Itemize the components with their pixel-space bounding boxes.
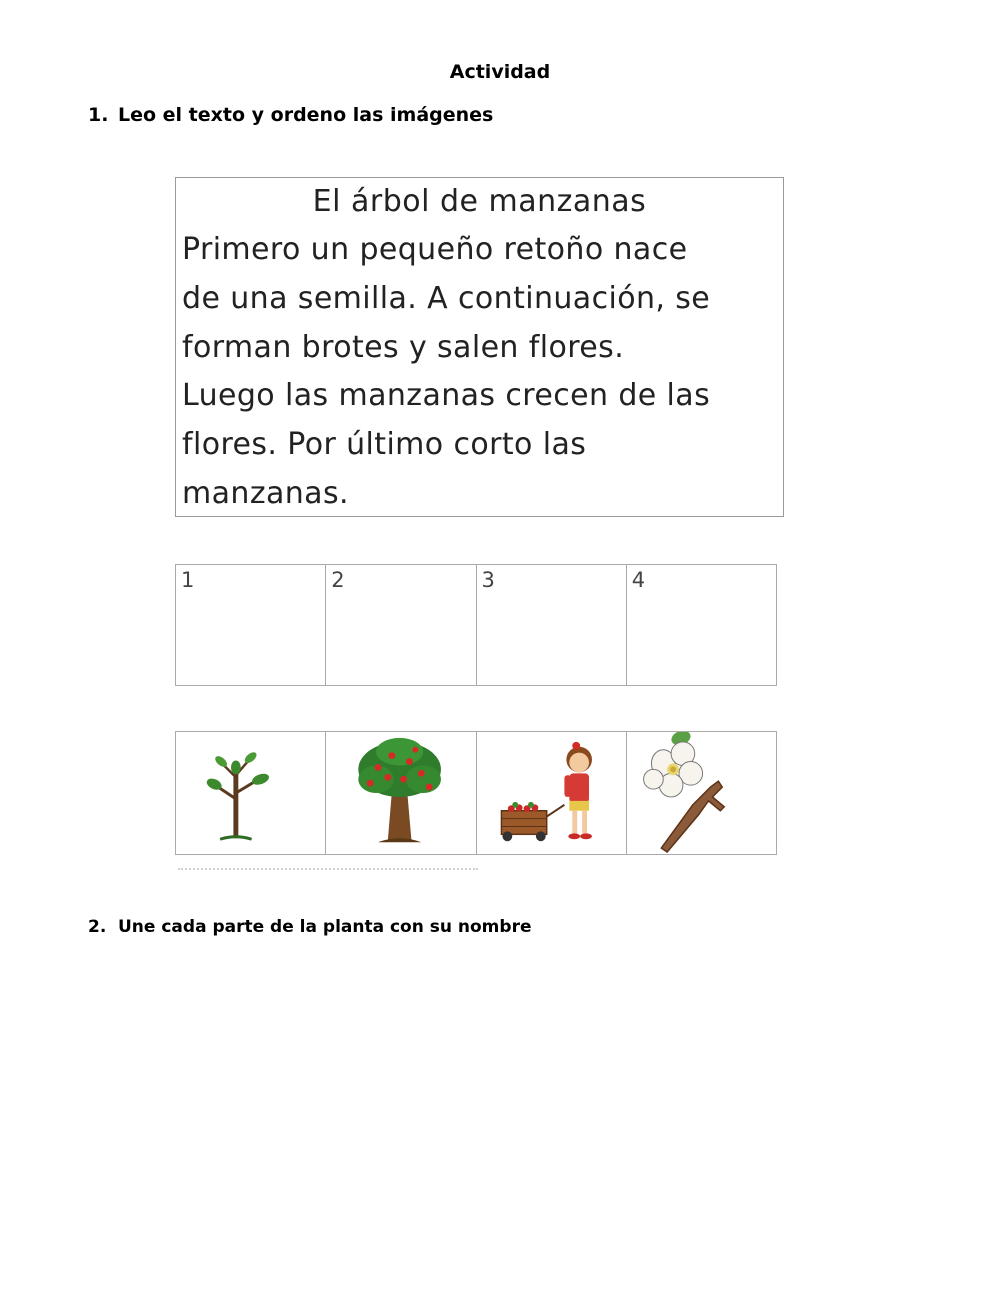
page-title: Actividad (449, 61, 551, 83)
order-number: 3 (481, 568, 495, 592)
apple-tree-icon (326, 732, 475, 854)
question-2-number: 2. (88, 917, 107, 937)
order-number: 1 (181, 568, 195, 592)
image-cell-apple-tree[interactable] (326, 732, 476, 854)
story-line: manzanas. (182, 476, 349, 511)
story-line: Luego las manzanas crecen de las (182, 378, 711, 413)
story-line: flores. Por último corto las (182, 427, 587, 462)
story-line: Primero un pequeño retoño nace (182, 232, 688, 267)
sprout-icon (176, 732, 325, 854)
question-1-text: Leo el texto y ordeno las imágenes (118, 104, 494, 126)
question-1-number: 1. (88, 104, 109, 126)
dotted-separator (178, 868, 478, 870)
image-grid (175, 731, 777, 855)
image-cell-flower-branch[interactable] (627, 732, 776, 854)
story-box (175, 177, 784, 517)
image-cell-girl-cart[interactable] (477, 732, 627, 854)
image-cell-sprout[interactable] (176, 732, 326, 854)
order-number: 2 (331, 568, 345, 592)
flower-branch-icon (627, 732, 776, 854)
question-1 (88, 104, 493, 126)
order-cell-2[interactable] (326, 565, 476, 685)
girl-with-apple-cart-icon (477, 732, 626, 854)
order-number: 4 (631, 568, 646, 592)
order-cell-3[interactable] (477, 565, 627, 685)
order-cell-4[interactable] (627, 565, 776, 685)
story-title: El árbol de manzanas (312, 184, 647, 219)
story-line: de una semilla. A continuación, se (182, 281, 711, 316)
order-cell-1[interactable] (176, 565, 326, 685)
order-grid (175, 564, 777, 686)
question-2 (88, 917, 531, 937)
question-2-text: Une cada parte de la planta con su nombre (118, 917, 532, 937)
story-line: forman brotes y salen flores. (182, 330, 625, 365)
